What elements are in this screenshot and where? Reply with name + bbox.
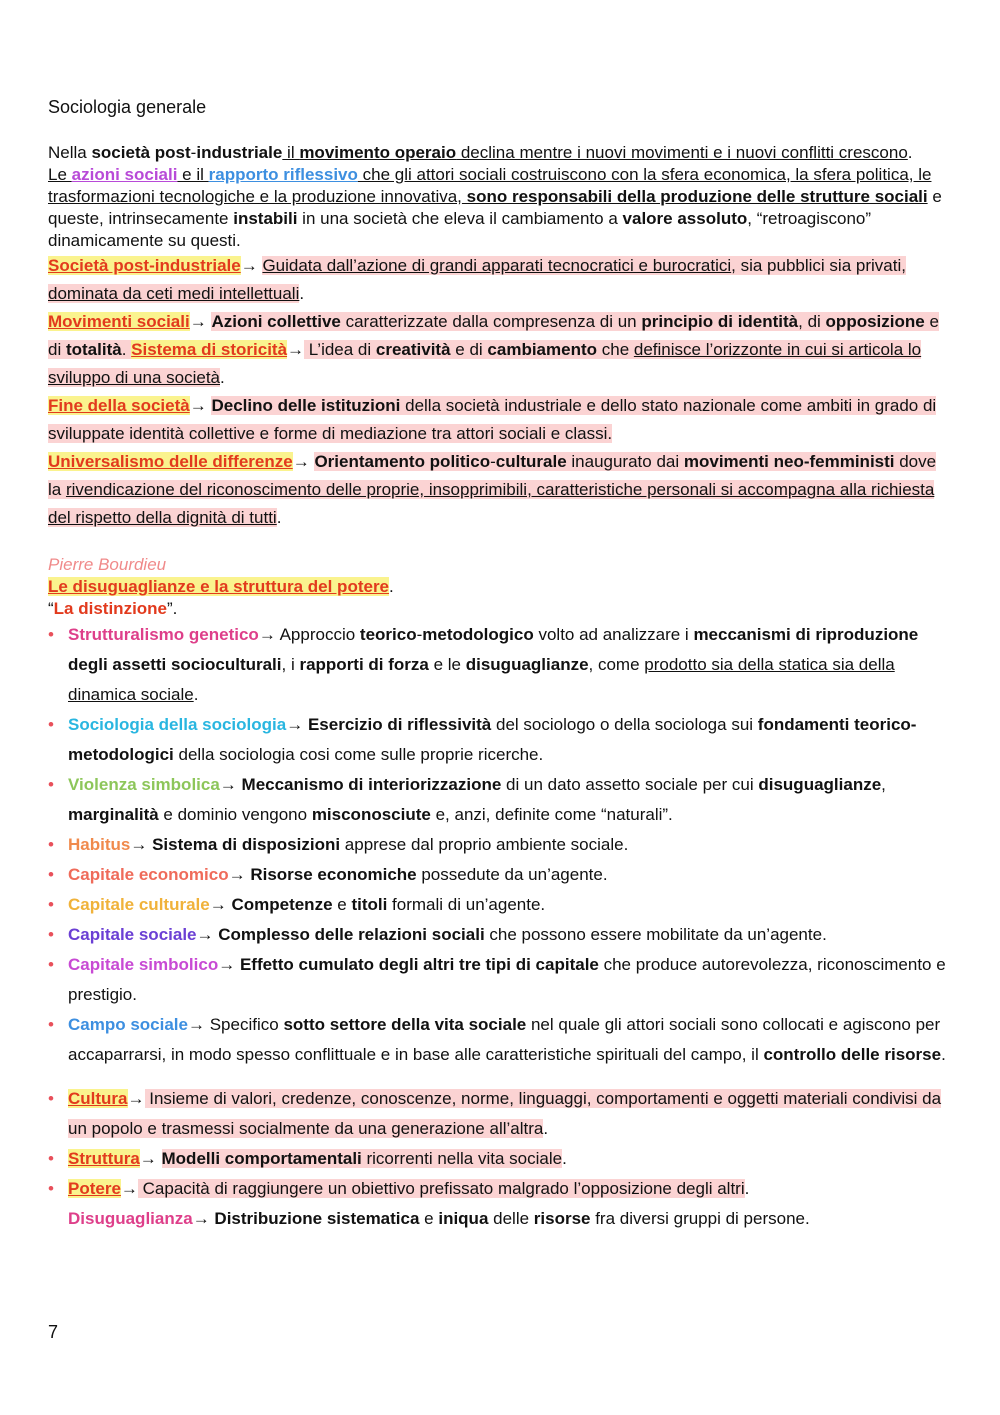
text: valore assoluto — [622, 209, 748, 228]
text: iniqua — [438, 1209, 489, 1228]
intro-paragraph-2 — [48, 164, 952, 252]
text: Effetto cumulato degli altri tre tipi di capitale — [239, 955, 599, 974]
term: Movimenti sociali — [48, 312, 190, 331]
arrow-icon: → — [292, 452, 310, 471]
text: . — [562, 1149, 567, 1168]
text: sono responsabili della produzione delle strutture sociali — [461, 187, 928, 206]
arrow-icon: → — [209, 895, 227, 914]
text: della società industriale e dello stato nazionale come ambiti in grado di sviluppate identità collettive e forme di mediazione tra attori sociali e classi. — [48, 396, 937, 443]
arrow-icon: → — [189, 312, 207, 331]
list-item — [48, 1204, 952, 1234]
page-number: 7 — [48, 1322, 59, 1342]
text: cambiamento — [487, 340, 598, 359]
text: Orientamento politico — [314, 452, 491, 471]
text: titoli — [351, 895, 388, 914]
text: , i — [281, 655, 300, 674]
text: . — [121, 340, 132, 359]
text: “ — [48, 599, 54, 618]
text: risorse — [533, 1209, 591, 1228]
text: del sociologo o della sociologa sui — [491, 715, 758, 734]
author-name: Pierre Bourdieu — [48, 555, 167, 574]
list-item — [48, 860, 952, 890]
text: Capacità di raggiungere un obiettivo prefissato malgrado l’opposizione degli altri — [137, 1179, 745, 1198]
list-item — [48, 710, 952, 770]
list-item — [48, 830, 952, 860]
text: . — [543, 1119, 549, 1138]
term: Capitale culturale — [68, 895, 210, 914]
arrow-icon: → — [120, 1179, 138, 1198]
list-item — [48, 1144, 952, 1174]
text: della sociologia cosi come sulle proprie ricerche. — [173, 745, 544, 764]
bullet-icon: • — [48, 835, 54, 854]
term: Capitale simbolico — [68, 955, 219, 974]
bullet-icon: • — [48, 1179, 54, 1198]
text: industriale — [196, 143, 283, 162]
text: Competenze — [231, 895, 333, 914]
text: - — [190, 143, 197, 162]
text: Le — [48, 165, 72, 184]
bourdieu-concepts-list — [48, 620, 952, 1070]
arrow-icon: → — [218, 955, 236, 974]
heading-text: Le disuguaglianze e la struttura del potere — [48, 577, 390, 596]
text: . — [744, 1179, 750, 1198]
text: principio di identità — [641, 312, 799, 331]
text: metodologici — [68, 745, 174, 764]
text: Esercizio di riflessività — [307, 715, 492, 734]
bullet-icon: • — [48, 955, 54, 974]
text: Specifico — [205, 1015, 284, 1034]
text: il — [282, 143, 300, 162]
definition-social-movements — [48, 308, 952, 392]
text: inaugurato dai — [566, 452, 684, 471]
text: - — [416, 625, 423, 644]
text: disuguaglianze — [758, 775, 882, 794]
text: Approccio — [275, 625, 360, 644]
term: Sistema di storicità — [131, 340, 288, 359]
text: nel quale gli attori sociali sono collocati e agiscono per accaparrarsi, in modo spesso conflittuale e in base alle caratteristiche spirituali del campo, il — [68, 1015, 941, 1064]
arrow-icon: → — [228, 865, 246, 884]
text: in una società che eleva il cambiamento a — [297, 209, 623, 228]
bullet-icon: • — [48, 1149, 54, 1168]
text: creatività — [375, 340, 451, 359]
text: . — [941, 1045, 946, 1064]
term: Disuguaglianza — [68, 1209, 193, 1228]
text: volto ad analizzare i — [533, 625, 694, 644]
text: che — [597, 340, 634, 359]
list-item — [48, 620, 952, 710]
text: rapporto riflessivo — [208, 165, 358, 184]
text: dove la — [48, 452, 937, 499]
text: apprese dal proprio ambiente sociale. — [340, 835, 629, 854]
text: . — [276, 508, 282, 527]
text: Modelli comportamentali — [161, 1149, 362, 1168]
term: Capitale sociale — [68, 925, 197, 944]
text: . — [389, 577, 394, 596]
text: prodotto sia della statica sia della dinamica sociale — [68, 655, 895, 704]
text: . — [907, 143, 913, 162]
text: fondamenti teorico — [757, 715, 911, 734]
term: Cultura — [68, 1089, 128, 1108]
arrow-icon: → — [189, 396, 207, 415]
text: - — [490, 452, 496, 471]
book-title — [48, 598, 952, 620]
list-item — [48, 950, 952, 1010]
list-item — [48, 1174, 952, 1204]
text: culturale — [495, 452, 567, 471]
text: Complesso delle relazioni sociali — [218, 925, 485, 944]
text: fra diversi gruppi di persone. — [590, 1209, 810, 1228]
text: misconosciute — [311, 805, 431, 824]
text: e il — [177, 165, 209, 184]
text: . — [299, 284, 305, 303]
term: Potere — [68, 1179, 121, 1198]
arrow-icon: → — [196, 925, 214, 944]
text: movimento operaio — [299, 143, 457, 162]
text: Sistema di disposizioni — [152, 835, 341, 854]
text: delle — [488, 1209, 534, 1228]
text: ricorrenti nella vita sociale — [361, 1149, 563, 1168]
bullet-icon: • — [48, 1015, 54, 1034]
text: Distribuzione sistematica — [214, 1209, 420, 1228]
arrow-icon: → — [192, 1209, 210, 1228]
arrow-icon: → — [130, 835, 148, 854]
text: movimenti neo-femministi — [683, 452, 895, 471]
text: società post — [91, 143, 191, 162]
arrow-icon: → — [240, 256, 258, 275]
text: Azioni collettive — [211, 312, 341, 331]
text: meccanismi di riproduzione degli assetti socioculturali — [68, 625, 919, 674]
text: rivendicazione del riconoscimento delle proprie, insopprimibili, caratteristiche personali si accompagna alla richiesta del rispetto della dignità di tutti — [48, 480, 935, 527]
text: . — [220, 368, 225, 387]
list-item — [48, 770, 952, 830]
text: e, anzi, definite come “naturali”. — [430, 805, 673, 824]
text: e — [419, 1209, 439, 1228]
term: Società post-industriale — [48, 256, 241, 275]
text: e di — [450, 340, 488, 359]
text: disuguaglianze — [465, 655, 589, 674]
text: , come — [588, 655, 645, 674]
text: che possono essere mobilitate da un’agente. — [484, 925, 827, 944]
text: rapporti di forza — [299, 655, 429, 674]
term: Campo sociale — [68, 1015, 188, 1034]
text: , — [881, 775, 886, 794]
text: ”. — [167, 599, 178, 618]
text: marginalità — [68, 805, 159, 824]
arrow-icon: → — [287, 340, 305, 359]
section-heading — [48, 576, 952, 598]
text: che produce autorevolezza, riconoscimento e prestigio. — [68, 955, 946, 1004]
text: e queste, intrinsecamente — [48, 187, 942, 228]
general-concepts-list — [48, 1084, 952, 1234]
text: totalità — [65, 340, 122, 359]
list-item — [48, 1084, 952, 1144]
text: che gli attori sociali costruiscono con la sfera economica, la sfera politica, le trasformazioni tecnologiche e la produzione innovativa, — [48, 165, 932, 206]
text: controllo delle risorse — [763, 1045, 942, 1064]
text: Guidata dall’azione di grandi apparati tecnocratici e burocratici — [262, 256, 732, 275]
term: Universalismo delle differenze — [48, 452, 293, 471]
intro-paragraph-1 — [48, 142, 952, 164]
definition-end-of-society — [48, 392, 952, 448]
text: , “retroagiscono” dinamicamente su questi. — [48, 209, 872, 250]
bullet-icon: • — [48, 895, 54, 914]
term: Capitale economico — [68, 865, 229, 884]
text: dominata da ceti medi intellettuali — [48, 284, 300, 303]
bullet-icon: • — [48, 775, 54, 794]
bullet-icon: • — [48, 865, 54, 884]
text: . — [193, 685, 199, 704]
term: Struttura — [68, 1149, 140, 1168]
text: Meccanismo di interiorizzazione — [241, 775, 502, 794]
text: definisce l’orizzonte in cui si articola lo sviluppo di una società — [48, 340, 922, 387]
text: e di — [48, 312, 939, 359]
text: , sia pubblici sia privati, — [731, 256, 906, 275]
text: Nella — [48, 143, 92, 162]
bullet-icon: • — [48, 1089, 54, 1108]
arrow-icon: → — [127, 1089, 145, 1108]
list-item — [48, 1010, 952, 1070]
text: instabili — [233, 209, 298, 228]
text: Declino delle istituzioni — [211, 396, 401, 415]
list-item — [48, 920, 952, 950]
text: di un dato assetto sociale per cui — [501, 775, 759, 794]
text: opposizione — [825, 312, 925, 331]
text: La distinzione — [53, 599, 168, 618]
term: Sociologia della sociologia — [68, 715, 287, 734]
term: Habitus — [68, 835, 131, 854]
text: Risorse economiche — [250, 865, 417, 884]
text: formali di un’agente. — [387, 895, 546, 914]
text: azioni sociali — [71, 165, 178, 184]
text: possedute da un’agente. — [416, 865, 608, 884]
text: L’idea di — [304, 340, 376, 359]
list-item — [48, 890, 952, 920]
term: Violenza simbolica — [68, 775, 220, 794]
text: sotto settore della vita sociale — [283, 1015, 527, 1034]
text: e le — [428, 655, 466, 674]
term: Strutturalismo genetico — [68, 625, 259, 644]
text: declina mentre i nuovi movimenti e i nuovi conflitti crescono — [456, 143, 908, 162]
arrow-icon: → — [286, 715, 304, 734]
text: teorico — [359, 625, 417, 644]
definition-universalism — [48, 448, 952, 532]
definition-post-industrial — [48, 252, 952, 308]
text: e — [332, 895, 352, 914]
arrow-icon: → — [258, 625, 276, 644]
arrow-icon: → — [139, 1149, 157, 1168]
text: , di — [798, 312, 826, 331]
term: Fine della società — [48, 396, 190, 415]
bullet-icon: • — [48, 715, 54, 734]
bullet-icon: • — [48, 625, 54, 644]
text: Insieme di valori, credenze, conoscenze, norme, linguaggi, comportamenti e oggetti materiali condivisi da un popolo e trasmessi socialmente da una generazione all’altra — [68, 1089, 942, 1138]
arrow-icon: → — [188, 1015, 205, 1034]
text: metodologico — [422, 625, 534, 644]
document-title: Sociologia generale — [48, 97, 207, 117]
text: - — [910, 715, 917, 734]
text: e dominio vengono — [158, 805, 312, 824]
arrow-icon: → — [219, 775, 237, 794]
document-page — [48, 96, 952, 1234]
bullet-icon: • — [48, 925, 54, 944]
text: caratterizzate dalla compresenza di un — [340, 312, 642, 331]
